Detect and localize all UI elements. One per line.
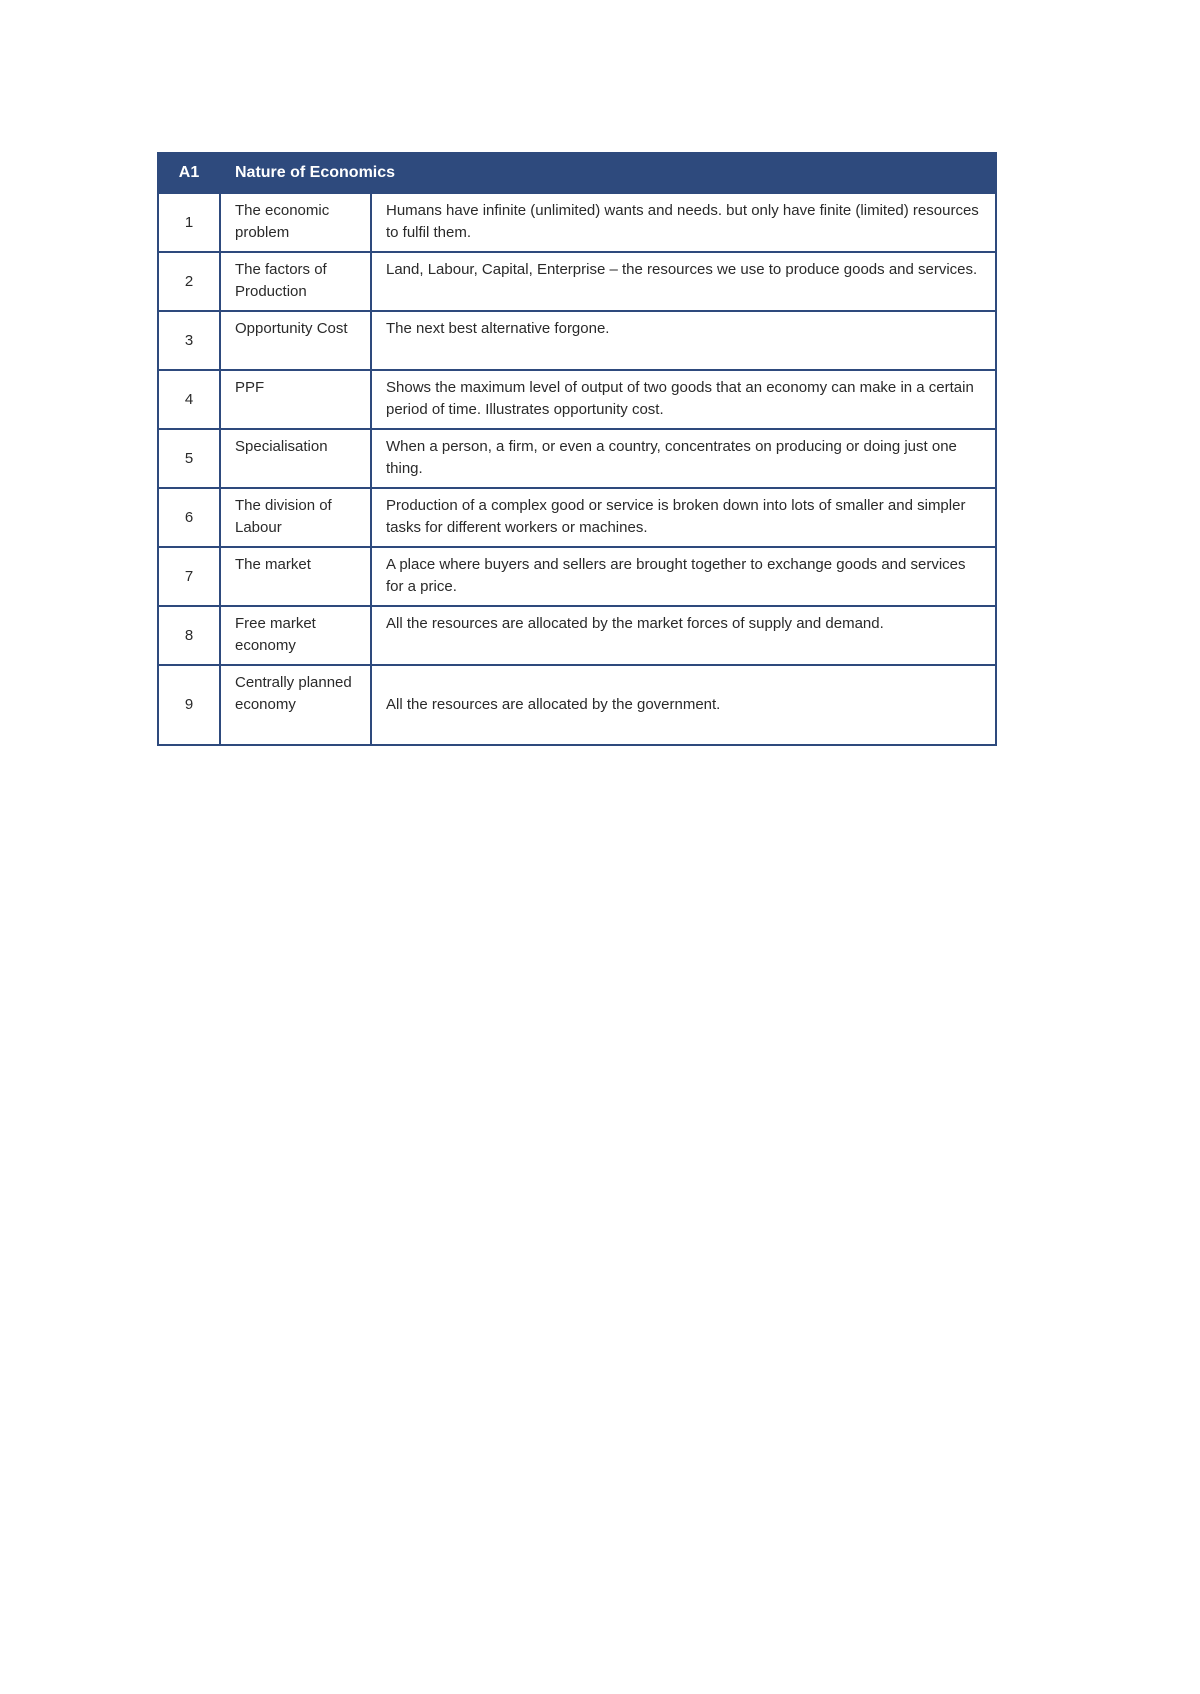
definition-cell: Shows the maximum level of output of two goods that an economy can make in a certain period of time. Illustrates opportunity cost.: [371, 370, 996, 429]
term-cell: The division of Labour: [220, 488, 371, 547]
term-cell: The market: [220, 547, 371, 606]
row-number: 1: [158, 193, 220, 252]
term-cell: Specialisation: [220, 429, 371, 488]
term-cell: Free market economy: [220, 606, 371, 665]
knowledge-organiser-table: [157, 152, 997, 746]
term-cell: Centrally planned economy: [220, 665, 371, 745]
table-row: [158, 429, 996, 488]
definition-cell: A place where buyers and sellers are brought together to exchange goods and services for a price.: [371, 547, 996, 606]
row-number: 3: [158, 311, 220, 370]
section-title: Nature of Economics: [220, 153, 996, 193]
definition-cell: All the resources are allocated by the government.: [371, 665, 996, 745]
table-header-row: [158, 153, 996, 193]
row-number: 2: [158, 252, 220, 311]
row-number: 7: [158, 547, 220, 606]
row-number: 9: [158, 665, 220, 745]
term-cell: Opportunity Cost: [220, 311, 371, 370]
term-cell: The economic problem: [220, 193, 371, 252]
definition-cell: All the resources are allocated by the market forces of supply and demand.: [371, 606, 996, 665]
table-row: [158, 193, 996, 252]
row-number: 5: [158, 429, 220, 488]
definition-cell: The next best alternative forgone.: [371, 311, 996, 370]
row-number: 6: [158, 488, 220, 547]
row-number: 8: [158, 606, 220, 665]
table-row: [158, 488, 996, 547]
table-row: [158, 606, 996, 665]
table-row: [158, 370, 996, 429]
definition-cell: Production of a complex good or service is broken down into lots of smaller and simpler tasks for different workers or machines.: [371, 488, 996, 547]
table-row: [158, 311, 996, 370]
definition-cell: Humans have infinite (unlimited) wants and needs. but only have finite (limited) resources to fulfil them.: [371, 193, 996, 252]
term-cell: The factors of Production: [220, 252, 371, 311]
term-cell: PPF: [220, 370, 371, 429]
table-row: [158, 665, 996, 745]
table-row: [158, 547, 996, 606]
table-row: [158, 252, 996, 311]
definition-cell: Land, Labour, Capital, Enterprise – the resources we use to produce goods and services.: [371, 252, 996, 311]
definition-cell: When a person, a firm, or even a country, concentrates on producing or doing just one thing.: [371, 429, 996, 488]
section-code: A1: [158, 153, 220, 193]
row-number: 4: [158, 370, 220, 429]
